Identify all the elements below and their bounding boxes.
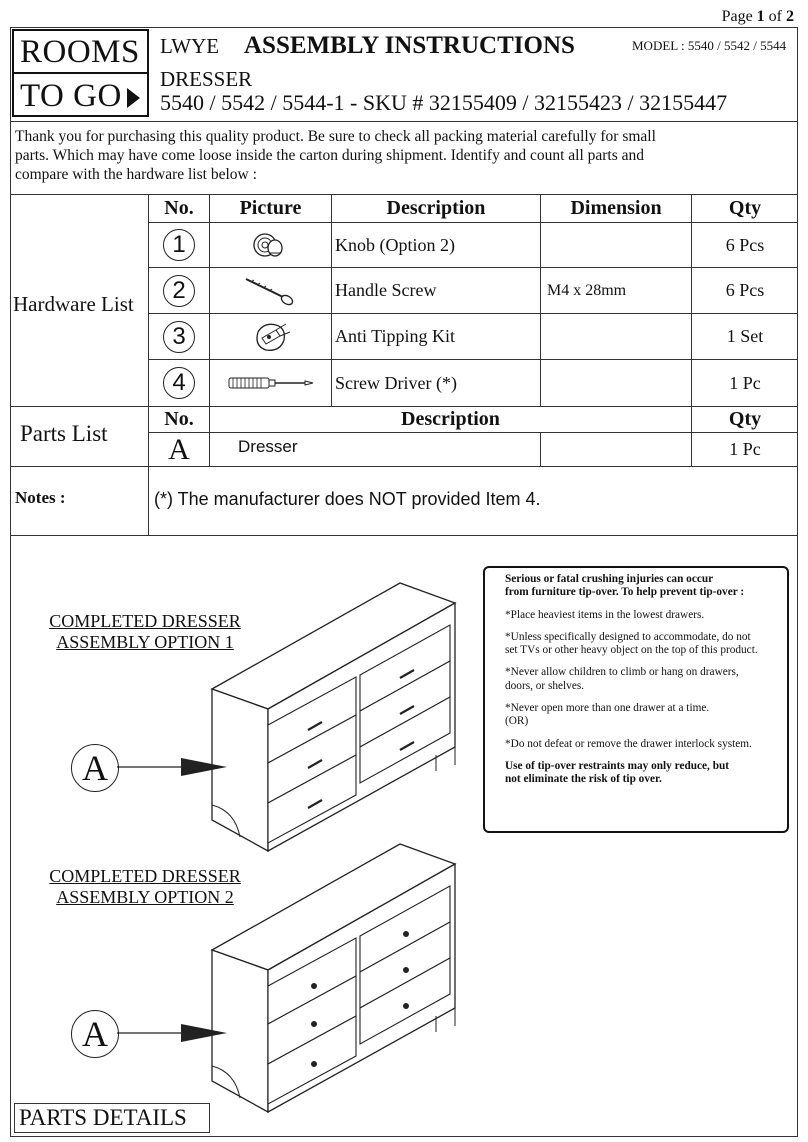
divider: [10, 535, 798, 536]
page-number: Page 1 of 2: [721, 8, 794, 25]
header-description: Description: [386, 197, 486, 219]
header-picture: Picture: [239, 197, 302, 219]
logo-line2: TO GO: [14, 75, 147, 118]
divider: [10, 121, 798, 122]
header-no: No.: [164, 197, 194, 219]
triangle-arrow-icon: [125, 87, 141, 109]
dresser-illustration-2: [60, 836, 470, 1116]
hardware-row-qty: 6 Pcs: [725, 234, 765, 255]
intro-text: Thank you for purchasing this quality product. Be sure to check all packing material carefully for small parts. Which may have come loose inside the carton during shipment. Identify and count all parts and compare with the hardware list below :: [15, 128, 656, 183]
divider: [540, 432, 541, 466]
hardware-row-no: 3: [149, 314, 209, 359]
hardware-row-qty: 6 Pcs: [725, 280, 765, 300]
knob-icon: [210, 223, 331, 267]
parts-header-description: Description: [401, 408, 500, 430]
hardware-row-no: 2: [149, 268, 209, 313]
notes-text: (*) The manufacturer does NOT provided Item 4.: [154, 489, 541, 509]
screwdriver-icon: [210, 360, 331, 406]
parts-row-no: A: [168, 432, 190, 466]
parts-details-label: PARTS DETAILS: [14, 1103, 210, 1133]
collection-name: LWYE: [160, 34, 220, 58]
header-qty: Qty: [728, 197, 762, 219]
logo-line1: ROOMS: [14, 31, 147, 74]
hardware-row-description: Anti Tipping Kit: [335, 326, 456, 346]
parts-row-qty: 1 Pc: [729, 439, 761, 459]
hardware-row-description: Knob (Option 2): [335, 234, 455, 255]
header-dimension: Dimension: [570, 197, 662, 219]
hardware-list-label: Hardware List: [13, 291, 134, 316]
hardware-row-no: 4: [149, 360, 209, 406]
screw-icon: [210, 268, 331, 313]
hardware-row-qty: 1 Pc: [729, 372, 761, 393]
divider: [10, 466, 798, 467]
parts-header-qty: Qty: [728, 408, 762, 430]
parts-list-label: Parts List: [20, 421, 108, 446]
page-title: ASSEMBLY INSTRUCTIONS: [244, 32, 575, 59]
dresser-illustration-1: [60, 575, 470, 855]
arrow-icon: [117, 1022, 229, 1044]
notes-label: Notes :: [15, 488, 66, 507]
rooms-to-go-logo: [12, 29, 149, 117]
divider: [331, 194, 332, 406]
anti-tip-kit-icon: [210, 314, 331, 359]
arrow-icon: [117, 756, 229, 778]
model-numbers: MODEL : 5540 / 5542 / 5544: [632, 38, 787, 53]
product-name: DRESSER: [160, 67, 253, 91]
part-label-a-2: A: [71, 1010, 119, 1058]
hardware-row-qty: 1 Set: [726, 326, 764, 346]
parts-row-description: Dresser: [238, 437, 298, 456]
hardware-row-description: Handle Screw: [335, 280, 437, 300]
divider: [540, 194, 541, 406]
part-label-a-1: A: [71, 744, 119, 792]
assembly-caption-1: COMPLETED DRESSER ASSEMBLY OPTION 1: [49, 611, 241, 652]
sku-line: 5540 / 5542 / 5544-1 - SKU # 32155409 / 32155423 / 32155447: [160, 90, 728, 115]
hardware-row-dimension: M4 x 28mm: [547, 281, 627, 299]
hardware-row-description: Screw Driver (*): [335, 372, 457, 393]
assembly-caption-2: COMPLETED DRESSER ASSEMBLY OPTION 2: [49, 866, 241, 907]
tip-over-warning: Serious or fatal crushing injuries can occur from furniture tip-over. To help prevent tip-over : *Place heaviest items in the lowest drawers. *Unless specifically designed to accommodate, do not set TVs or other heavy object on the top of this product. *Never allow children to climb or hang on drawers, doors, or shelves. *Never open more than one drawer at a time. (OR) *Do not defeat or remove the drawer interlock system. Use of tip-over restraints may only reduce, but not eliminate the risk of tip over.: [483, 566, 789, 833]
parts-header-no: No.: [164, 408, 194, 430]
hardware-row-no: 1: [149, 223, 209, 267]
